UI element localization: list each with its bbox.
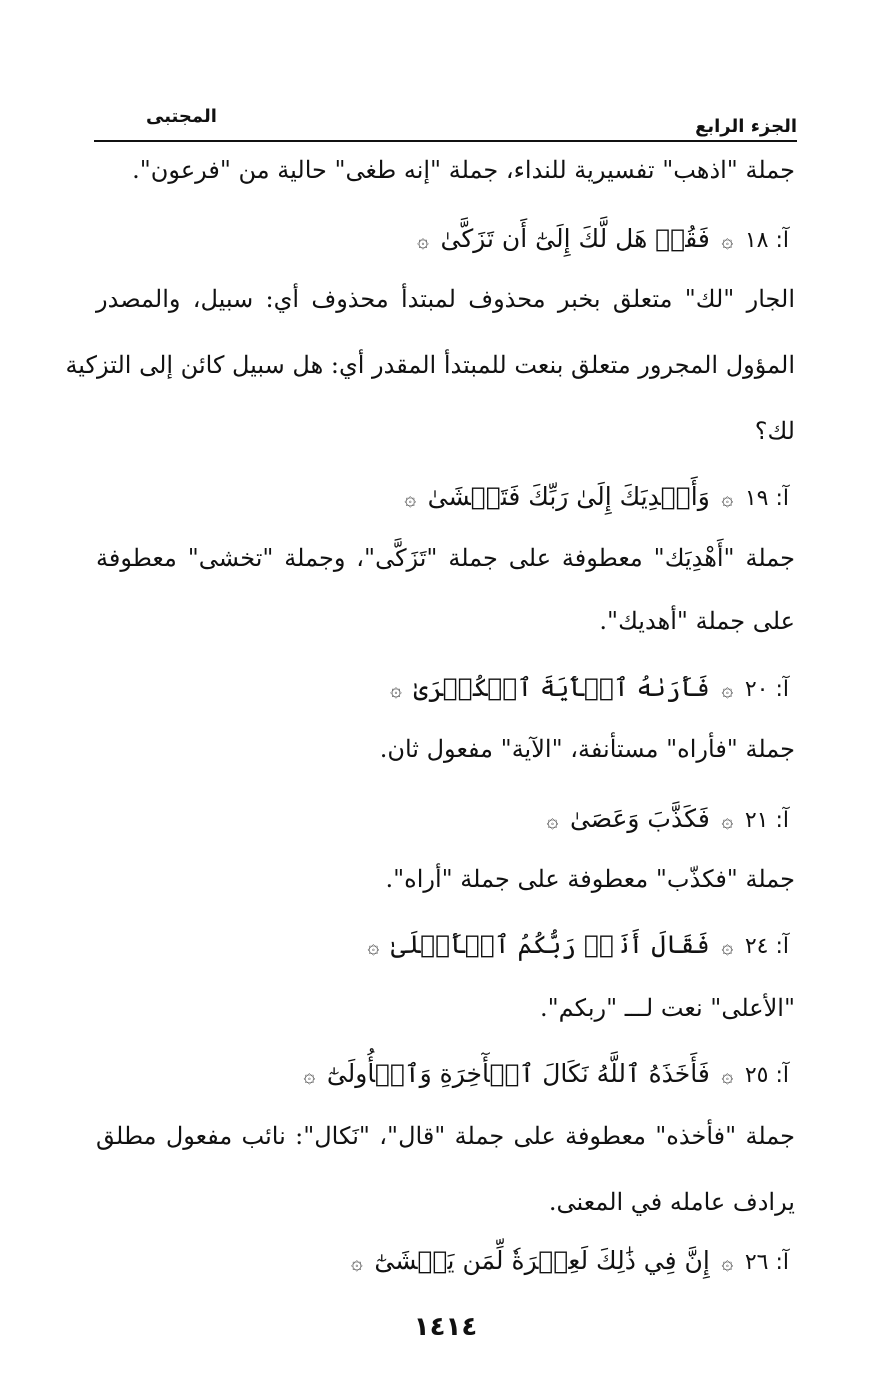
verse-line	[413, 222, 789, 258]
verse-open-ornament-icon: ۞	[721, 228, 734, 252]
verse-open-ornament-icon: ۞	[721, 677, 734, 701]
verse-text: إِنَّ فِي ذَٰلِكَ لَعِبۡرَةٗ لِّمَن يَخۡشَىٰٓ	[374, 1246, 710, 1275]
verse-line	[299, 1057, 789, 1093]
text-line: جملة "فكذّب" معطوفة على جملة "أراه".	[385, 865, 795, 893]
verse-open-ornament-icon: ۞	[721, 1250, 734, 1274]
verse-ref: آ: ٢٠	[744, 677, 789, 702]
verse-open-ornament-icon: ۞	[721, 934, 734, 958]
verse-ref: آ: ٢٥	[744, 1063, 789, 1088]
verse-close-ornament-icon: ۞	[390, 677, 402, 701]
verse-open-ornament-icon: ۞	[721, 808, 734, 832]
text-line: على جملة "أهديك".	[599, 607, 795, 635]
book-title: المجتبى	[146, 106, 217, 127]
running-header	[94, 104, 797, 142]
verse-line	[386, 671, 789, 707]
verse-close-ornament-icon: ۞	[404, 486, 417, 510]
text-line: الجار "لك" متعلق بخبر محذوف لمبتدأ محذوف أي: سبيل، والمصدر	[96, 285, 795, 313]
verse-close-ornament-icon: ۞	[417, 228, 429, 252]
verse-ref: آ: ٢٤	[744, 934, 789, 959]
page-number: ١٤١٤	[413, 1312, 478, 1342]
text-line: "الأعلى" نعت لـــ "ربكم".	[539, 994, 795, 1022]
verse-text: وَأَهۡدِيَكَ إِلَىٰ رَبِّكَ فَتَخۡشَىٰ	[427, 482, 710, 511]
verse-close-ornament-icon: ۞	[303, 1063, 316, 1087]
text-line: لك؟	[754, 417, 795, 445]
verse-close-ornament-icon: ۞	[367, 934, 380, 958]
verse-line	[364, 928, 789, 964]
text-line: جملة "اذهب" تفسيرية للنداء، جملة "إنه طغى" حالية من "فرعون".	[132, 156, 795, 184]
text-line: جملة "فأراه" مستأنفة، "الآية" مفعول ثان.	[379, 735, 795, 763]
verse-close-ornament-icon: ۞	[351, 1250, 363, 1274]
text-line: جملة "فأخذه" معطوفة على جملة "قال"، "نَكال": نائب مفعول مطلق	[96, 1122, 795, 1150]
volume-title: الجزء الرابع	[695, 116, 797, 137]
verse-open-ornament-icon: ۞	[721, 1063, 734, 1087]
verse-open-ornament-icon: ۞	[721, 486, 734, 510]
verse-ref: آ: ٢٦	[744, 1250, 789, 1275]
verse-ref: آ: ١٨	[744, 228, 789, 253]
verse-text: فَأَرَىٰهُ ٱلۡأٓيَةَ ٱلۡكُبۡرَىٰ	[413, 673, 710, 702]
verse-text: فَكَذَّبَ وَعَصَىٰ	[569, 804, 710, 833]
verse-line	[400, 480, 789, 516]
verse-line	[347, 1244, 789, 1280]
verse-ref: آ: ٢١	[744, 808, 789, 833]
verse-ref: آ: ١٩	[744, 486, 789, 511]
text-line: يرادف عامله في المعنى.	[548, 1188, 795, 1216]
text-line: المؤول المجرور متعلق بنعت للمبتدأ المقدر أي: هل سبيل كائن إلى التزكية	[65, 351, 795, 379]
verse-close-ornament-icon: ۞	[546, 808, 559, 832]
verse-text: فَقَالَ أَنَا۠ رَبُّكُمُ ٱلۡأَعۡلَىٰ	[390, 930, 710, 959]
verse-line	[543, 802, 789, 838]
verse-text: فَقُلۡ هَل لَّكَ إِلَىٰٓ أَن تَزَكَّىٰ	[440, 224, 710, 253]
verse-text: فَأَخَذَهُ ٱللَّهُ نَكَالَ ٱلۡأٓخِرَةِ وَٱلۡأُولَىٰٓ	[326, 1059, 710, 1088]
text-line: جملة "أَهْدِيَك" معطوفة على جملة "تَزَكَّى"، وجملة "تخشى" معطوفة	[96, 544, 795, 572]
